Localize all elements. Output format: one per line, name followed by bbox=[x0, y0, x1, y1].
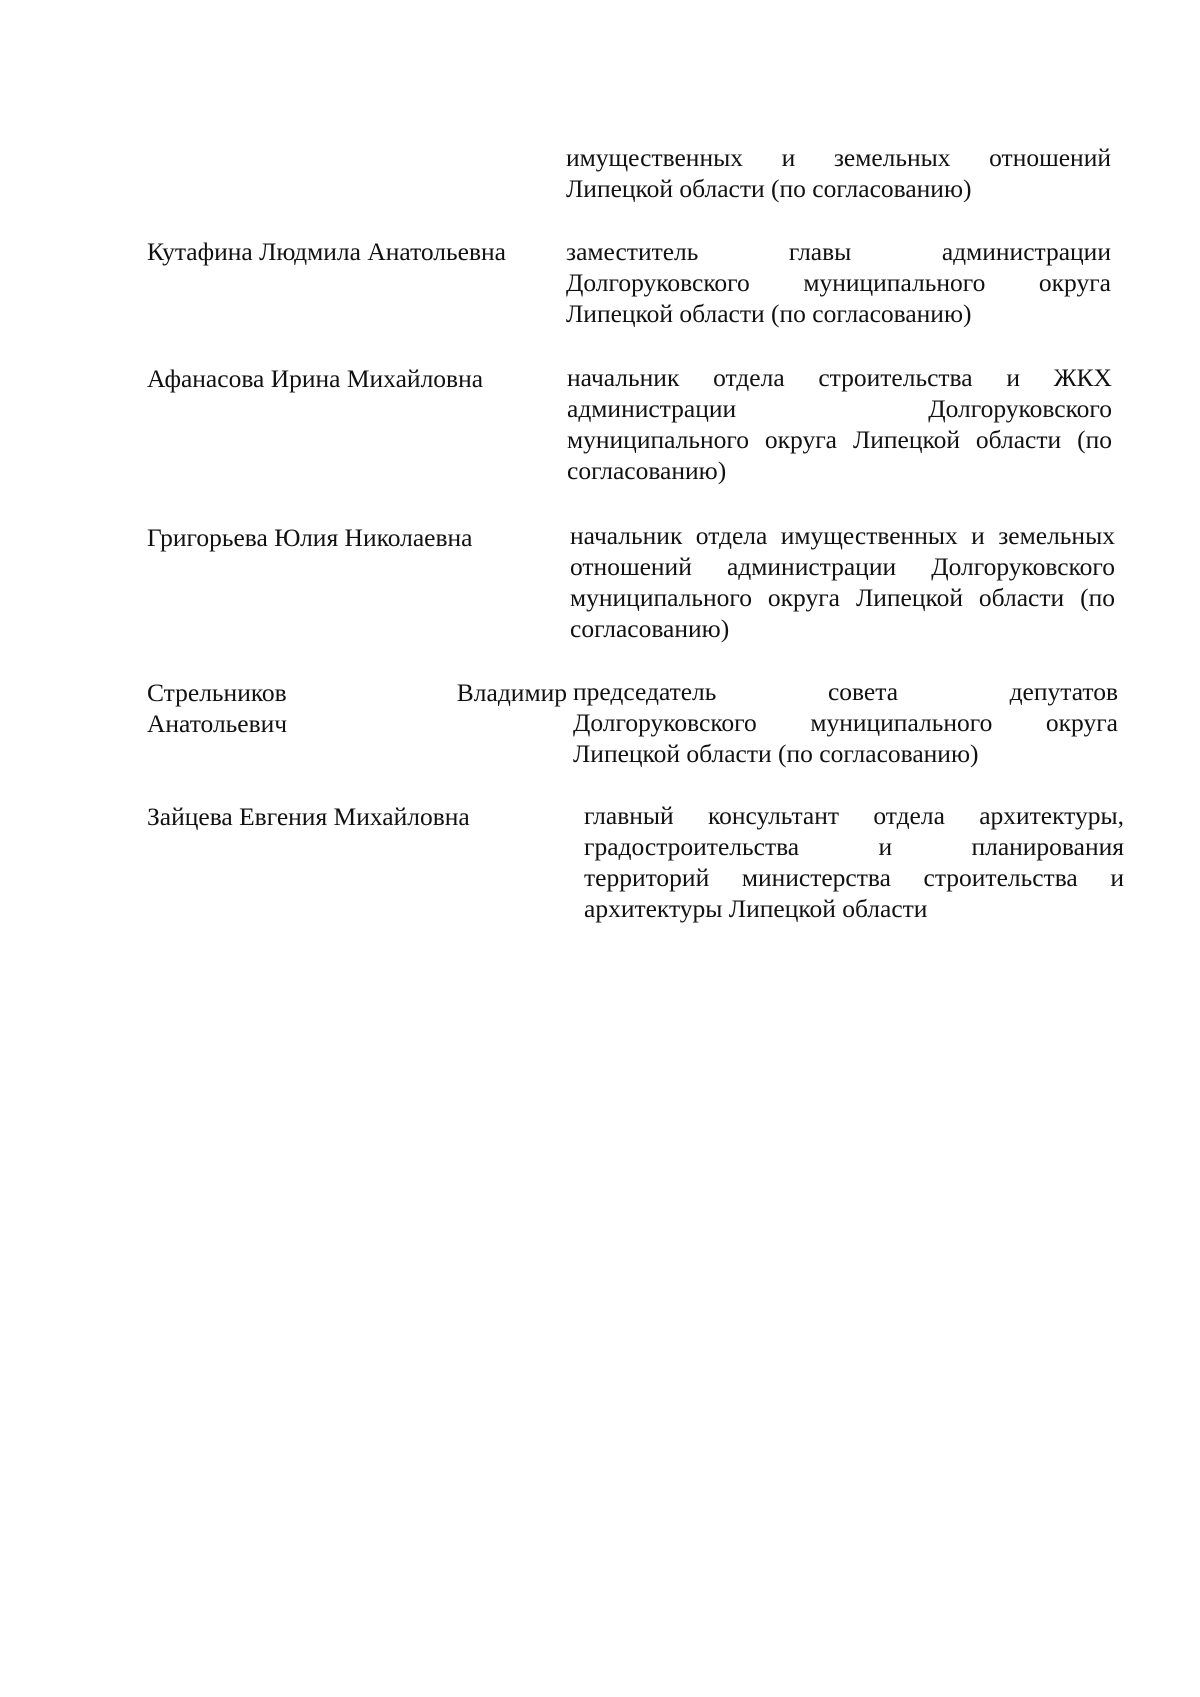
position-line: Долгоруковского муниципального округа bbox=[573, 708, 1118, 737]
position-line: Долгоруковского муниципального округа bbox=[566, 268, 1111, 297]
member-surname: Стрельников bbox=[147, 678, 287, 707]
previous-entry-continuation bbox=[566, 142, 1111, 204]
position-line: председатель совета депутатов bbox=[573, 677, 1118, 706]
member-name: Григорьева Юлия Николаевна bbox=[147, 523, 473, 552]
member-first-name: Владимир bbox=[456, 678, 567, 707]
position-line: территорий министерства строительства и bbox=[584, 863, 1124, 892]
continuation-line: имущественных и земельных отношений bbox=[566, 143, 1111, 172]
member-name: Зайцева Евгения Михайловна bbox=[147, 802, 470, 831]
member-name bbox=[147, 677, 567, 739]
position-line: отношений администрации Долгоруковского bbox=[570, 552, 1115, 581]
position-line: согласованию) bbox=[567, 456, 727, 485]
member-position bbox=[570, 520, 1115, 644]
member-position bbox=[573, 676, 1118, 769]
position-line: муниципального округа Липецкой области (по bbox=[570, 583, 1115, 612]
position-line: начальник отдела строительства и ЖКХ bbox=[567, 363, 1112, 392]
position-line: Липецкой области (по согласованию) bbox=[573, 739, 979, 768]
member-patronymic: Анатольевич bbox=[147, 709, 288, 738]
member-name: Афанасова Ирина Михайловна bbox=[147, 364, 484, 393]
position-line: заместитель главы администрации bbox=[566, 237, 1111, 266]
position-line: администрации Долгоруковского bbox=[567, 394, 1112, 423]
position-line: градостроительства и планирования bbox=[584, 832, 1124, 861]
position-line: согласованию) bbox=[570, 614, 730, 643]
position-line: начальник отдела имущественных и земельных bbox=[570, 521, 1115, 550]
continuation-line: Липецкой области (по согласованию) bbox=[566, 174, 972, 203]
position-line: Липецкой области (по согласованию) bbox=[566, 299, 972, 328]
position-line: муниципального округа Липецкой области (по bbox=[567, 425, 1112, 454]
member-position bbox=[567, 362, 1112, 486]
member-position bbox=[566, 236, 1111, 329]
member-name: Кутафина Людмила Анатольевна bbox=[147, 237, 506, 266]
position-line: главный консультант отдела архитектуры, bbox=[584, 801, 1124, 830]
member-position bbox=[584, 800, 1124, 924]
position-line: архитектуры Липецкой области bbox=[584, 894, 928, 923]
